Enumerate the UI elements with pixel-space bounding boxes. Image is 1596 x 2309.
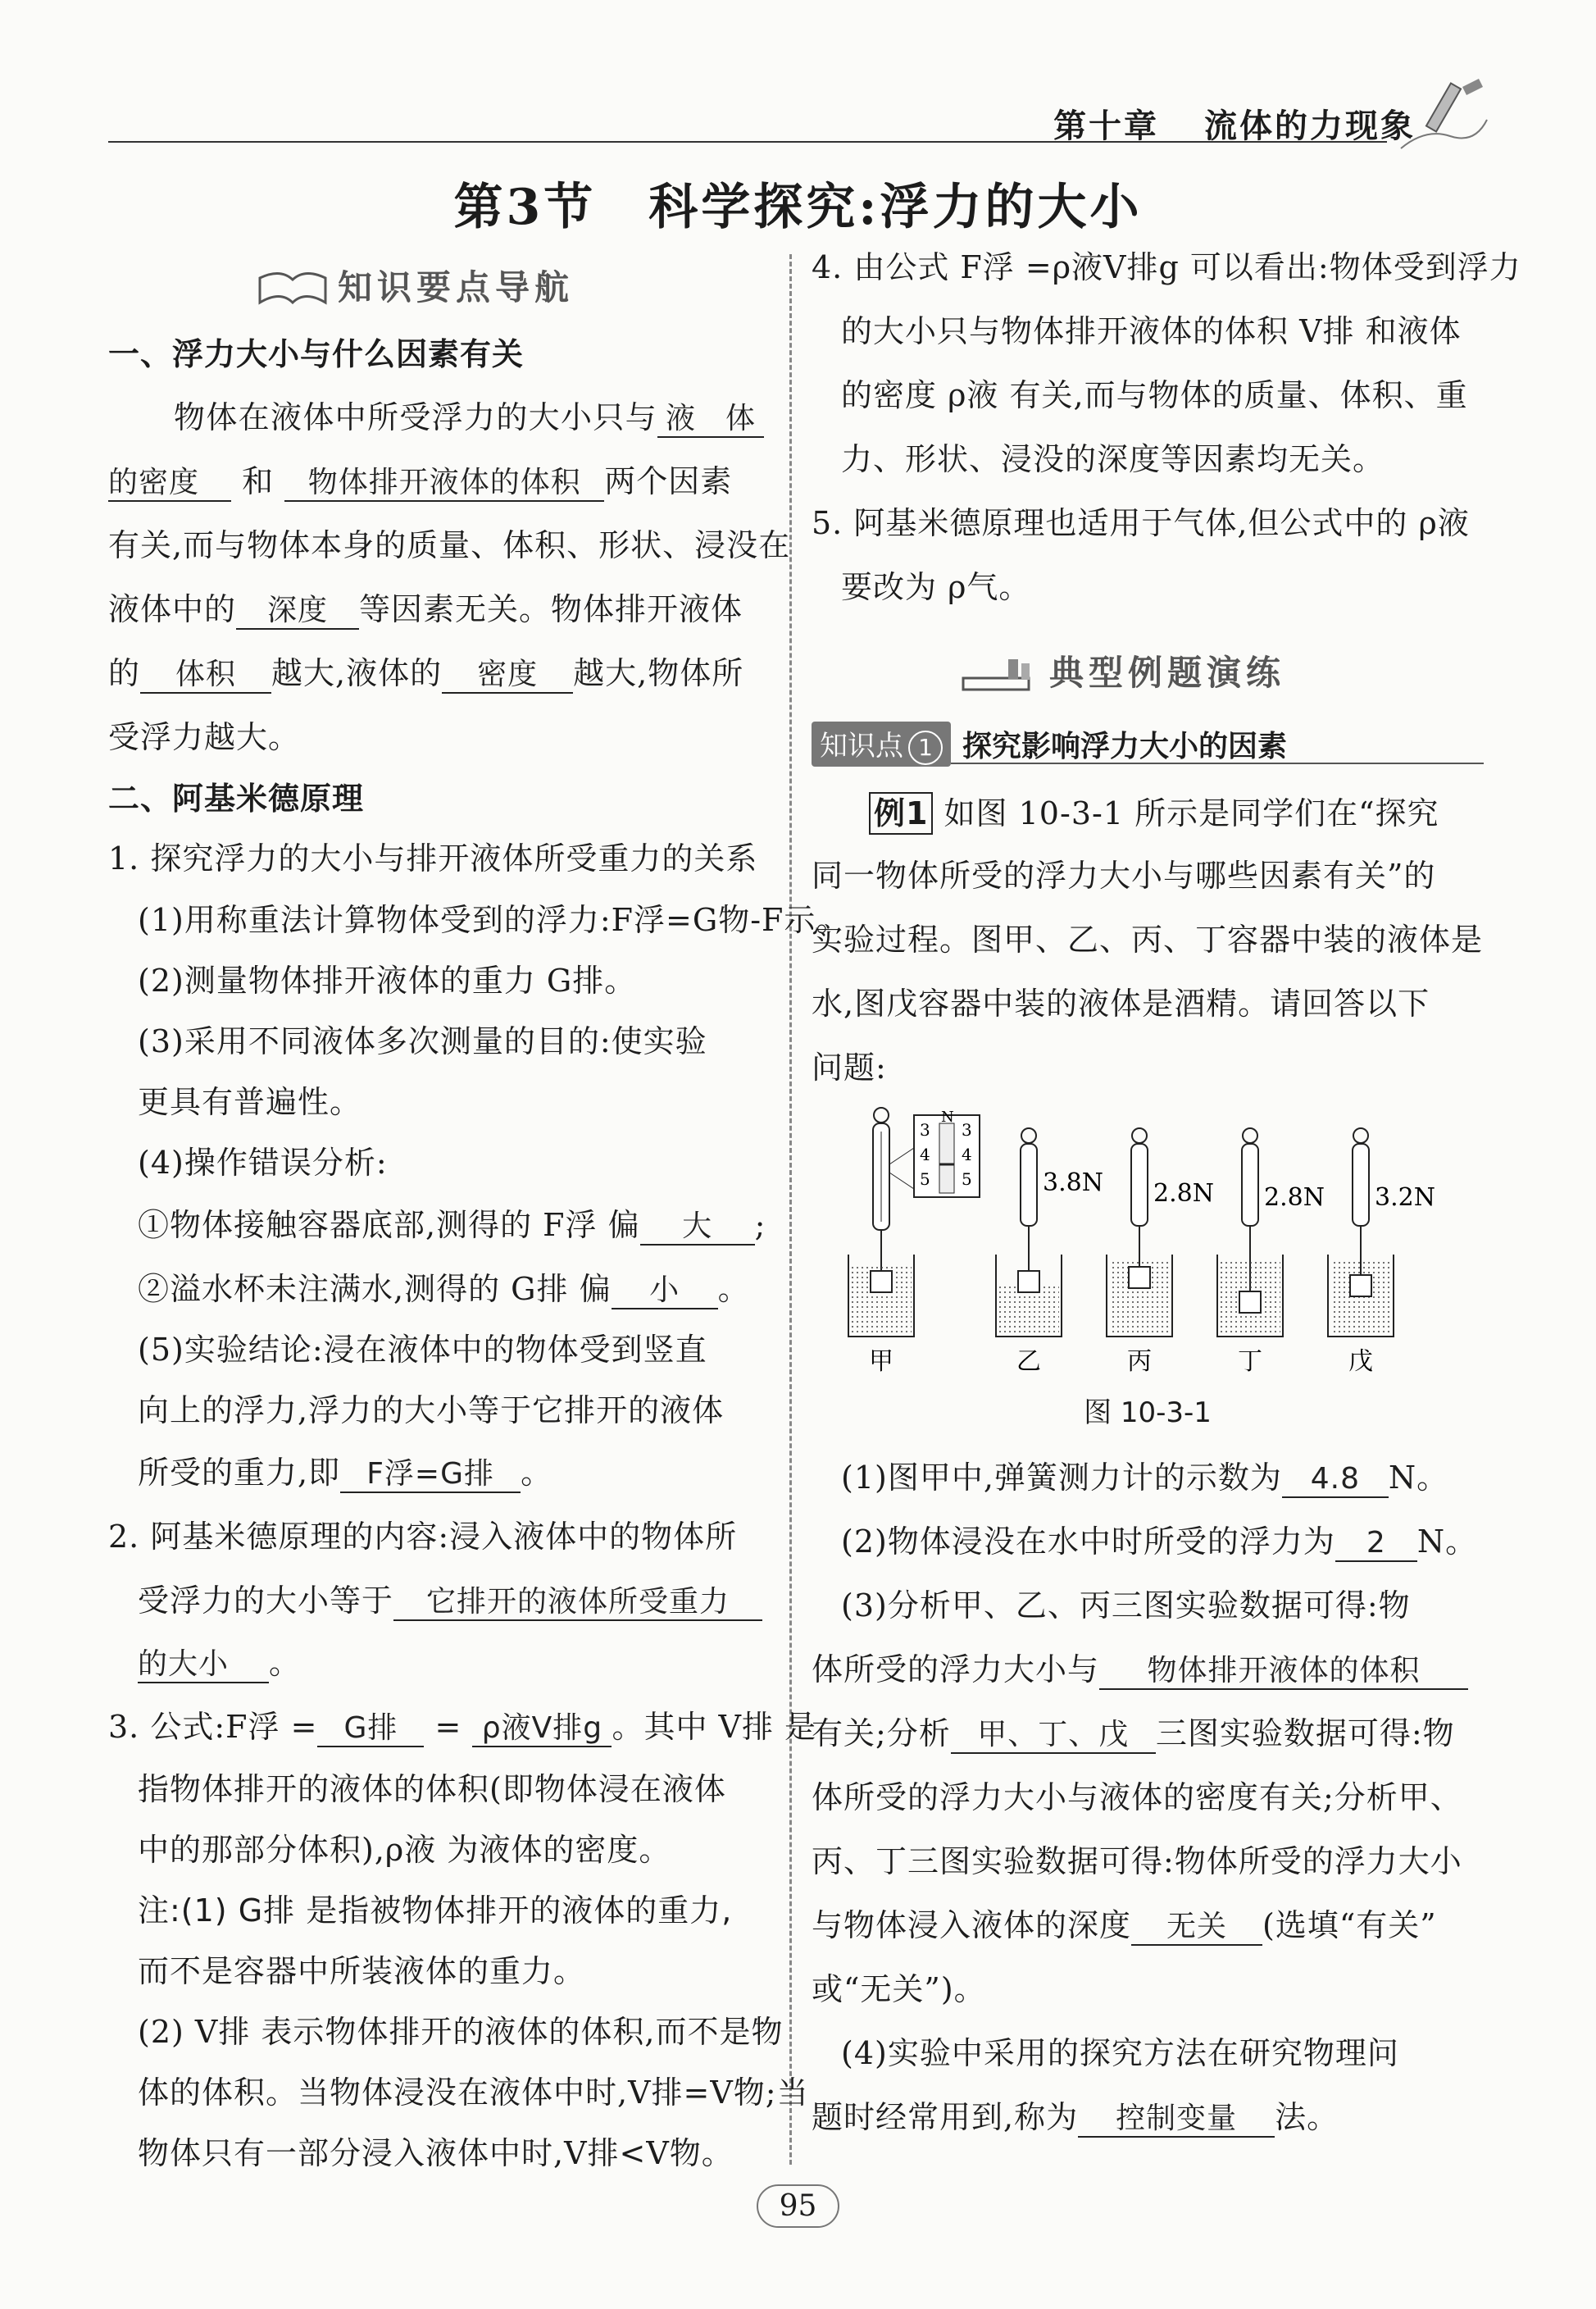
list-item: 的大小只与物体排开液体的体积 V排 和液体 — [841, 313, 1462, 349]
list-item: 4. 由公式 F浮 =ρ液V排g 可以看出:物体受到浮力 — [812, 249, 1521, 285]
question-line: (4)实验中采用的探究方法在研究物理问 — [841, 2035, 1399, 2071]
books-icon — [959, 655, 1041, 696]
label-yi: 乙 — [1016, 1347, 1041, 1376]
question-line: (2)物体浸没在水中时所受的浮力为 2 N。 — [812, 1522, 1484, 1562]
answer-blank: 它排开的液体所受重力 — [393, 1585, 762, 1621]
chapter-label: 第十章 — [1053, 107, 1160, 145]
scale-tick-4a: 4 — [920, 1145, 930, 1164]
note-text: 物体只有一部分浸入液体中时,V排<V物。 — [138, 2135, 734, 2171]
knowledge-point-title: 探究影响浮力大小的因素 — [962, 730, 1288, 763]
note-text: 注:(1) G排 是指被物体排开的液体的重力, — [138, 1892, 733, 1929]
list-item: ①物体接触容器底部,测得的 F浮 偏 大 ; — [108, 1205, 764, 1246]
list-item: 所受的重力,即 F浮=G排 。 — [108, 1453, 764, 1493]
label-jia: 甲 — [869, 1347, 893, 1376]
setup-ding — [1217, 1128, 1283, 1337]
reading-yi: 3.8N — [1043, 1168, 1103, 1197]
question-line: 体所受的浮力大小与 物体排开液体的体积 — [812, 1650, 1484, 1690]
list-item: 更具有普遍性。 — [138, 1084, 362, 1120]
answer-blank: 2 — [1335, 1526, 1417, 1562]
knowledge-point-tag: 知识点 1 — [812, 722, 951, 767]
question-line: 或“无关”)。 — [812, 1971, 986, 2007]
text-line: 的 体积 越大,液体的 密度 越大,物体所 — [108, 654, 764, 694]
answer-blank: 4.8 — [1282, 1462, 1389, 1498]
example-label: 例1 — [869, 792, 933, 835]
scale-tick-4b: 4 — [962, 1145, 972, 1164]
chapter-title: 流体的力现象 — [1204, 107, 1416, 145]
answer-blank: 物体排开液体的体积 — [284, 466, 604, 502]
list-item: 力、形状、浸没的深度等因素均无关。 — [841, 441, 1385, 477]
scale-tick-5b: 5 — [962, 1169, 972, 1189]
example-text: 水,图戊容器中装的液体是酒精。请回答以下 — [812, 986, 1430, 1022]
knowledge-point-rule — [951, 763, 1484, 764]
answer-blank: 体积 — [140, 658, 271, 694]
section-heading-guide — [256, 261, 574, 311]
text-line: 受浮力越大。 — [108, 719, 301, 755]
scale-tick-3b: 3 — [962, 1120, 972, 1140]
answer-blank: 控制变量 — [1078, 2102, 1275, 2138]
reading-wu: 3.2N — [1375, 1183, 1435, 1212]
question-line: 题时经常用到,称为 控制变量 法。 — [812, 2097, 1484, 2138]
setup-jia — [848, 1108, 980, 1337]
reading-bing: 2.8N — [1153, 1179, 1214, 1208]
note-text: (2) V排 表示物体排开的液体的体积,而不是物 — [138, 2014, 784, 2050]
list-item: (4)操作错误分析: — [138, 1145, 388, 1181]
scale-tick-5a: 5 — [920, 1169, 930, 1189]
setup-bing — [1107, 1128, 1172, 1337]
question-line: 丙、丁三图实验数据可得:物体所受的浮力大小 — [812, 1843, 1462, 1879]
question-line: (1)图甲中,弹簧测力计的示数为 4.8 N。 — [812, 1458, 1484, 1498]
label-ding: 丁 — [1238, 1347, 1262, 1376]
answer-blank: F浮=G排 — [340, 1457, 521, 1493]
answer-blank: 深度 — [236, 594, 359, 630]
answer-blank: 小 — [612, 1273, 718, 1309]
answer-blank: 的大小 — [138, 1647, 269, 1683]
question-line: 有关;分析 甲、丁、戊 三图实验数据可得:物 — [812, 1714, 1484, 1754]
scale-unit: N — [941, 1109, 954, 1126]
pencil-deco-icon — [1393, 71, 1491, 161]
setup-wu — [1328, 1128, 1394, 1337]
question-line: 与物体浸入液体的深度 无关 (选填“有关” — [812, 1906, 1484, 1946]
section-heading-text: 典型例题演练 — [1049, 653, 1286, 693]
list-item: 指物体排开的液体的体积(即物体浸在液体 — [138, 1771, 726, 1807]
setup-yi — [996, 1128, 1062, 1337]
note-text: 而不是容器中所装液体的重力。 — [138, 1953, 586, 1989]
list-item: 3. 公式:F浮 = G排 = ρ液V排g 。其中 V排 是 — [108, 1707, 764, 1747]
text-line: 有关,而与物体本身的质量、体积、形状、浸没在 — [108, 527, 791, 563]
answer-blank: 大 — [640, 1209, 755, 1246]
answer-blank: 无关 — [1131, 1910, 1262, 1946]
list-item: 要改为 ρ气。 — [841, 569, 1031, 605]
note-text: 体的体积。当物体浸没在液体中时,V排=V物;当 — [138, 2074, 809, 2111]
list-item: 2. 阿基米德原理的内容:浸入液体中的物体所 — [108, 1519, 738, 1555]
question-line: (3)分析甲、乙、丙三图实验数据可得:物 — [841, 1587, 1411, 1624]
knowledge-point-header — [812, 722, 1287, 767]
reading-ding: 2.8N — [1264, 1183, 1325, 1212]
example-text: 例1 如图 10-3-1 所示是同学们在“探究 — [812, 792, 1484, 835]
section-heading-text: 知识要点导航 — [338, 267, 575, 307]
list-item: (5)实验结论:浸在液体中的物体受到竖直 — [138, 1332, 707, 1368]
text-line: 液体中的 深度 等因素无关。物体排开液体 — [108, 590, 764, 630]
list-item: 中的那部分体积),ρ液 为液体的密度。 — [138, 1832, 671, 1868]
list-item: (2)测量物体排开液体的重力 G排。 — [138, 963, 637, 999]
label-wu: 戊 — [1348, 1347, 1373, 1376]
figure-caption: 图 10-3-1 — [1084, 1396, 1212, 1429]
list-item: (3)采用不同液体多次测量的目的:使实验 — [138, 1023, 707, 1059]
text-line: 物体在液体中所受浮力的大小只与 液体 — [108, 398, 764, 438]
list-item: 5. 阿基米德原理也适用于气体,但公式中的 ρ液 — [812, 505, 1470, 541]
scale-tick-3a: 3 — [920, 1120, 930, 1140]
list-item: 向上的浮力,浮力的大小等于它排开的液体 — [138, 1392, 725, 1428]
list-item: ②溢水杯未注满水,测得的 G排 偏 小 。 — [108, 1269, 764, 1309]
answer-blank: 甲、丁、戊 — [951, 1718, 1156, 1754]
heading-2: 二、阿基米德原理 — [108, 781, 365, 817]
page-number: 95 — [0, 2189, 1596, 2223]
book-icon — [256, 270, 330, 311]
heading-1: 一、浮力大小与什么因素有关 — [108, 336, 525, 372]
header-rule — [108, 141, 1387, 143]
answer-blank: ρ液V排g — [472, 1711, 612, 1747]
section-heading-examples — [959, 646, 1285, 696]
experiment-figure — [812, 1099, 1484, 1394]
text-line: 的密度 和 物体排开液体的体积 两个因素 — [108, 462, 764, 502]
example-text: 同一物体所受的浮力大小与哪些因素有关”的 — [812, 858, 1436, 894]
running-header — [1053, 100, 1416, 147]
list-item: 的密度 ρ液 有关,而与物体的质量、体积、重 — [841, 377, 1468, 413]
example-text: 实验过程。图甲、乙、丙、丁容器中装的液体是 — [812, 922, 1484, 958]
answer-blank: 物体排开液体的体积 — [1099, 1654, 1468, 1690]
list-item: 受浮力的大小等于 它排开的液体所受重力 — [108, 1581, 764, 1621]
page-title: 第3节 科学探究:浮力的大小 — [453, 179, 1143, 236]
list-item: 1. 探究浮力的大小与排开液体所受重力的关系 — [108, 840, 758, 877]
answer-blank: 密度 — [442, 658, 573, 694]
list-item: 的大小 。 — [108, 1643, 764, 1683]
answer-blank: 液体 — [657, 402, 764, 438]
answer-blank: 的密度 — [108, 466, 231, 502]
list-item: (1)用称重法计算物体受到的浮力:F浮=G物-F示。 — [138, 902, 848, 938]
label-bing: 丙 — [1127, 1347, 1152, 1376]
example-text: 问题: — [812, 1050, 887, 1086]
question-line: 体所受的浮力大小与液体的密度有关;分析甲、 — [812, 1779, 1462, 1815]
answer-blank: G排 — [317, 1711, 424, 1747]
